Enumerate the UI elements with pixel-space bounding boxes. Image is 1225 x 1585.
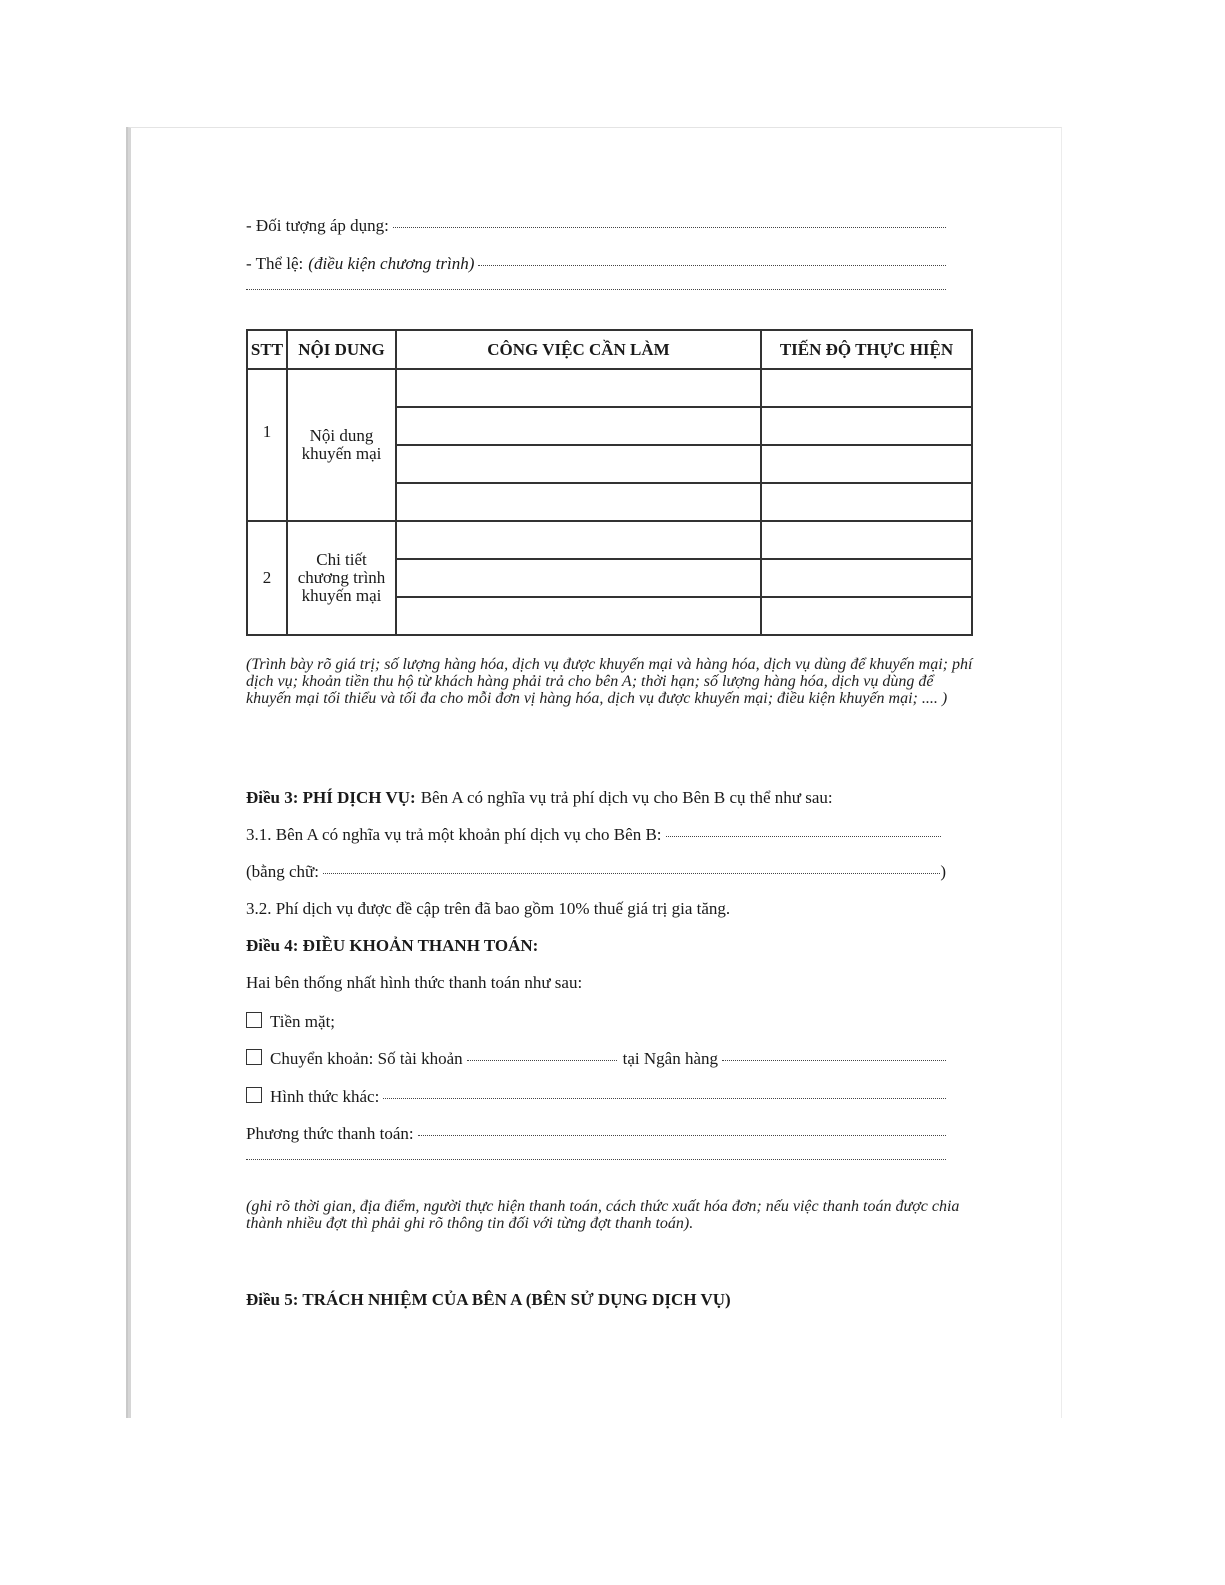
dieu3-heading-rest: Bên A có nghĩa vụ trả phí dịch vụ cho Bên B cụ thể như sau: xyxy=(420,788,833,807)
payment-method-label: Phương thức thanh toán: xyxy=(246,1124,414,1143)
row1-stt: 1 xyxy=(247,369,287,521)
payment-method-line xyxy=(246,1124,946,1144)
the-le-line xyxy=(246,254,946,274)
row2-noi-dung: Chi tiết chương trình khuyến mại xyxy=(287,521,396,635)
row1-cong-viec-cell[interactable] xyxy=(396,407,761,445)
row1-cong-viec-cell[interactable] xyxy=(396,483,761,521)
row1-cong-viec-cell[interactable] xyxy=(396,445,761,483)
the-le-blank[interactable] xyxy=(478,265,946,266)
row1-noi-dung: Nội dung khuyến mại xyxy=(287,369,396,521)
document-page xyxy=(128,127,1062,1418)
plan-table xyxy=(246,329,973,636)
bank-name-blank[interactable] xyxy=(722,1060,946,1061)
header-noi-dung: NỘI DUNG xyxy=(287,330,396,369)
row2-tien-do-cell[interactable] xyxy=(761,521,972,559)
table-note: (Trình bày rõ giá trị; số lượng hàng hóa, dịch vụ được khuyến mại và hàng hóa, dịch vụ dùng để khuyến mại; phí dịch vụ; khoản tiền thu hộ từ khách hàng phải trả cho bên A; thời hạn; số lượng hàng hóa, dịch vụ dùng để khuyến mại tối thiểu và tối đa cho mỗi đơn vị hàng hóa, dịch vụ được khuyến mại; điều kiện khuyến mại; .... ) xyxy=(246,656,973,707)
row1-tien-do-cell[interactable] xyxy=(761,407,972,445)
bang-chu-blank[interactable] xyxy=(323,873,940,874)
doi-tuong-label: - Đối tượng áp dụng: xyxy=(246,216,389,235)
transfer-checkbox[interactable] xyxy=(246,1049,262,1065)
dieu3-item1: 3.1. Bên A có nghĩa vụ trả một khoản phí dịch vụ cho Bên B: xyxy=(246,825,662,844)
dieu3-item2-line xyxy=(246,899,730,919)
row2-cong-viec-cell[interactable] xyxy=(396,521,761,559)
option-other-line xyxy=(246,1086,946,1107)
other-method-blank[interactable] xyxy=(383,1098,946,1099)
dieu4-heading: Điều 4: ĐIỀU KHOẢN THANH TOÁN: xyxy=(246,936,539,955)
row1-tien-do-cell[interactable] xyxy=(761,445,972,483)
the-le-label: - Thể lệ: xyxy=(246,254,304,273)
table-header-row xyxy=(247,330,972,369)
bang-chu-line xyxy=(246,862,946,882)
payment-method-blank[interactable] xyxy=(418,1135,946,1136)
cash-checkbox[interactable] xyxy=(246,1012,262,1028)
row2-cong-viec-cell[interactable] xyxy=(396,597,761,635)
dieu3-heading: Điều 3: PHÍ DỊCH VỤ: xyxy=(246,788,416,807)
doi-tuong-blank[interactable] xyxy=(393,227,946,228)
header-tien-do: TIẾN ĐỘ THỰC HIỆN xyxy=(761,330,972,369)
option-transfer-line xyxy=(246,1048,946,1069)
dieu3-item1-line xyxy=(246,825,941,845)
dieu4-intro-line xyxy=(246,973,582,993)
dieu3-item2: 3.2. Phí dịch vụ được đề cập trên đã bao gồm 10% thuế giá trị gia tăng. xyxy=(246,899,731,918)
option-cash-line xyxy=(246,1011,335,1032)
other-checkbox[interactable] xyxy=(246,1087,262,1103)
row2-tien-do-cell[interactable] xyxy=(761,559,972,597)
header-cong-viec: CÔNG VIỆC CẦN LÀM xyxy=(396,330,761,369)
table-row xyxy=(247,369,972,407)
account-number-blank[interactable] xyxy=(467,1060,617,1061)
dieu4-intro: Hai bên thống nhất hình thức thanh toán như sau: xyxy=(246,973,583,992)
the-le-hint: (điều kiện chương trình) xyxy=(308,254,475,273)
dieu3-heading-line xyxy=(246,788,833,808)
option-cash-label: Tiền mặt; xyxy=(270,1012,336,1031)
row2-stt: 2 xyxy=(247,521,287,635)
the-le-blank-2[interactable] xyxy=(246,289,946,290)
row2-cong-viec-cell[interactable] xyxy=(396,559,761,597)
payment-method-blank-2[interactable] xyxy=(246,1159,946,1160)
dieu5-heading-line xyxy=(246,1290,731,1310)
bang-chu-close: ) xyxy=(940,862,946,881)
dieu4-heading-line xyxy=(246,936,538,956)
row1-cong-viec-cell[interactable] xyxy=(396,369,761,407)
payment-note: (ghi rõ thời gian, địa điểm, người thực hiện thanh toán, cách thức xuất hóa đơn; nếu việc thanh toán được chia thành nhiều đợt thì phải ghi rõ thông tin đối với từng đợt thanh toán). xyxy=(246,1198,960,1232)
doi-tuong-line xyxy=(246,216,946,236)
option-transfer-bank-label: tại Ngân hàng xyxy=(622,1049,719,1068)
option-other-label: Hình thức khác: xyxy=(270,1087,380,1106)
option-transfer-label: Chuyển khoản: Số tài khoản xyxy=(270,1049,463,1068)
phi-dich-vu-blank[interactable] xyxy=(666,836,941,837)
header-stt: STT xyxy=(247,330,287,369)
row2-tien-do-cell[interactable] xyxy=(761,597,972,635)
payment-method-continuation-line xyxy=(246,1162,946,1163)
table-row xyxy=(247,521,972,559)
dieu5-heading: Điều 5: TRÁCH NHIỆM CỦA BÊN A (BÊN SỬ DỤNG DỊCH VỤ) xyxy=(246,1290,731,1309)
the-le-continuation-line xyxy=(246,292,946,293)
row1-tien-do-cell[interactable] xyxy=(761,369,972,407)
bang-chu-label: (bằng chữ: xyxy=(246,862,319,881)
row1-tien-do-cell[interactable] xyxy=(761,483,972,521)
